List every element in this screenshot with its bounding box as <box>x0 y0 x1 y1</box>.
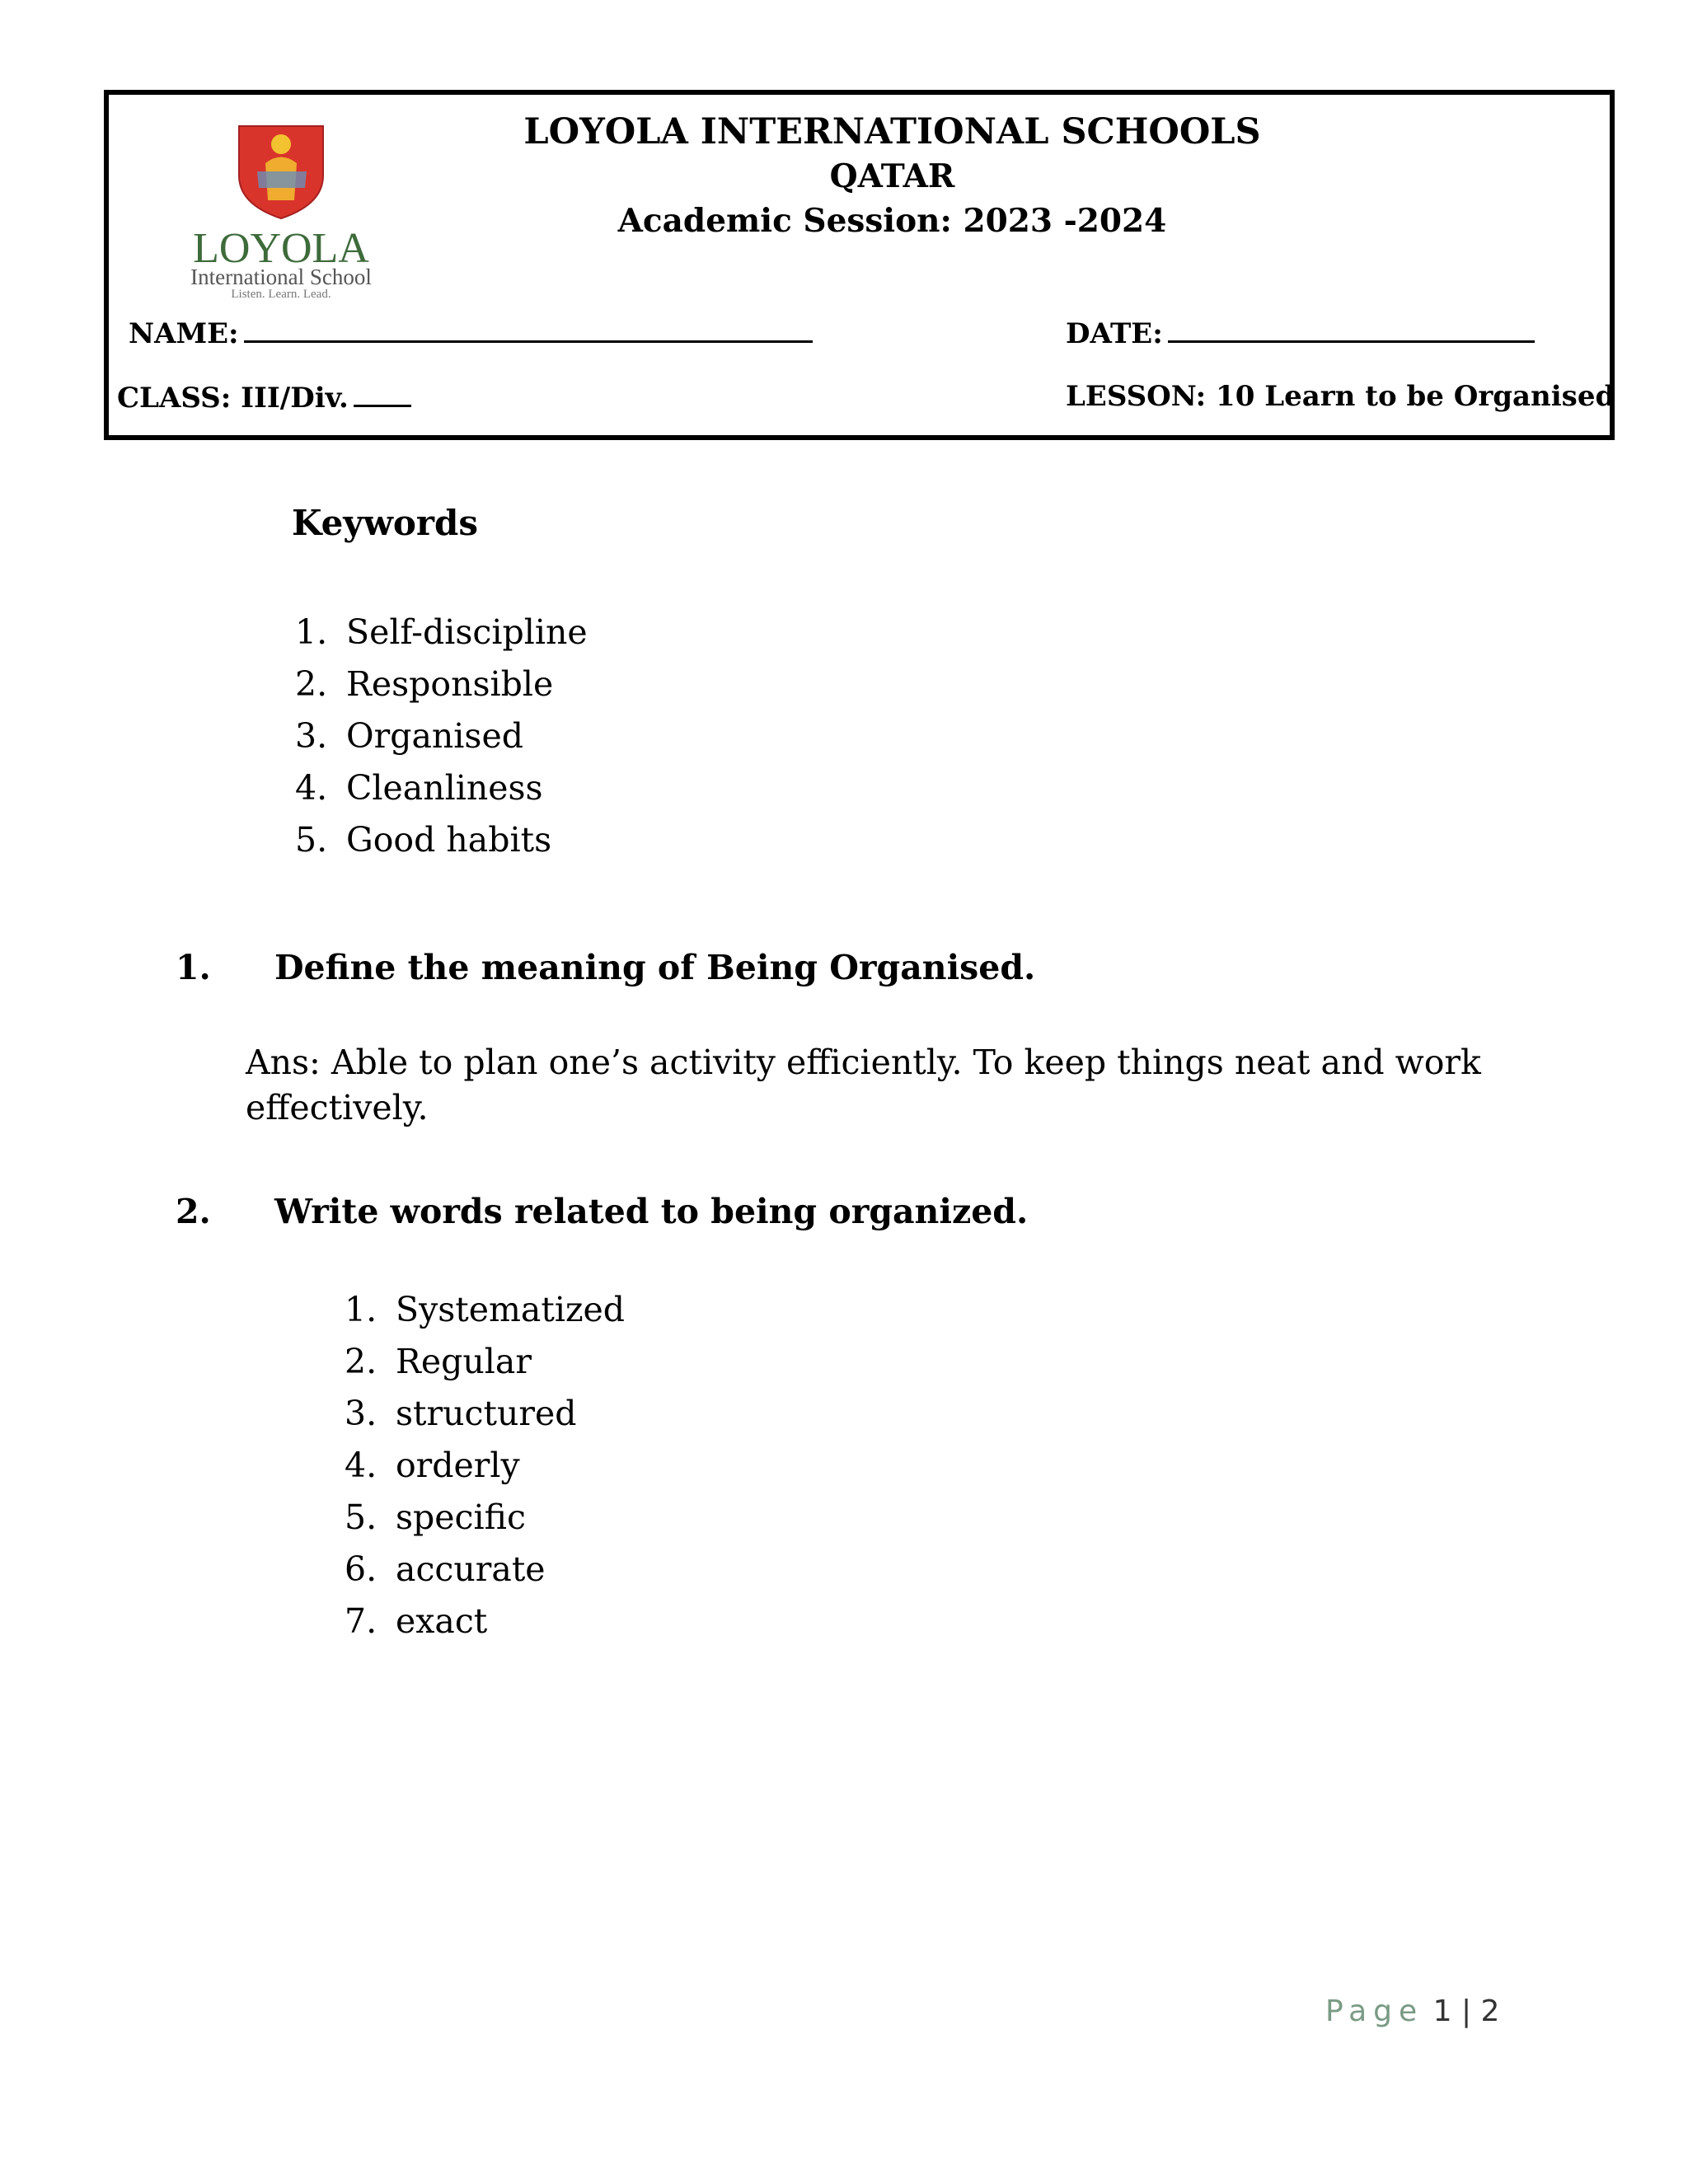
page-word: Page <box>1325 1994 1424 2028</box>
answer-1: Ans: Able to plan one’s activity efficiently. To keep things neat and work effectively. <box>246 1043 1481 1127</box>
list-item: 3. Organised <box>295 716 523 756</box>
list-item: 2. Regular <box>345 1342 532 1381</box>
question-text: Write words related to being organized. <box>274 1192 1029 1231</box>
date-field <box>1066 316 1535 350</box>
list-item: 4. orderly <box>345 1446 520 1485</box>
list-item: 4. Cleanliness <box>295 768 543 808</box>
name-blank-line[interactable] <box>244 316 813 343</box>
svg-text:International School: International School <box>190 265 372 289</box>
list-item: 1. Self-discipline <box>295 612 588 652</box>
question-text: Define the meaning of Being Organised. <box>274 948 1036 987</box>
list-item: 2. Responsible <box>295 664 554 704</box>
school-name: LOYOLA INTERNATIONAL SCHOOLS <box>523 111 1261 152</box>
svg-text:LOYOLA: LOYOLA <box>193 225 369 272</box>
list-item: 7. exact <box>345 1601 488 1641</box>
name-label: NAME: <box>129 317 239 350</box>
header-box <box>104 90 1615 440</box>
date-label: DATE: <box>1066 317 1163 350</box>
list-item: 6. accurate <box>345 1549 546 1589</box>
list-item: 1. Systematized <box>345 1290 626 1329</box>
list-item: 3. structured <box>345 1394 577 1433</box>
date-blank-line[interactable] <box>1168 316 1535 343</box>
class-field <box>117 380 411 415</box>
class-label: CLASS: III/Div. <box>117 382 349 415</box>
svg-text:Listen. Learn. Lead.: Listen. Learn. Lead. <box>231 288 331 299</box>
school-country: QATAR <box>829 157 955 195</box>
list-item: 5. Good habits <box>295 820 552 860</box>
list-item: 5. specific <box>345 1497 526 1537</box>
academic-session: Academic Session: 2023 -2024 <box>617 202 1167 240</box>
division-blank-line[interactable] <box>354 380 411 407</box>
related-words-list <box>345 1284 625 1647</box>
page-count: 1 | 2 <box>1432 1994 1500 2028</box>
keywords-title: Keywords <box>292 503 479 543</box>
lesson-field <box>1066 380 1615 413</box>
question-number: 1. <box>176 948 211 987</box>
page-number <box>1325 1994 1499 2028</box>
keywords-list <box>295 607 588 866</box>
question-1 <box>176 948 1036 987</box>
name-field <box>129 316 813 350</box>
question-number: 2. <box>176 1192 211 1231</box>
question-2 <box>176 1192 1029 1231</box>
lesson-label: LESSON: 10 Learn to be Organised <box>1066 380 1615 413</box>
